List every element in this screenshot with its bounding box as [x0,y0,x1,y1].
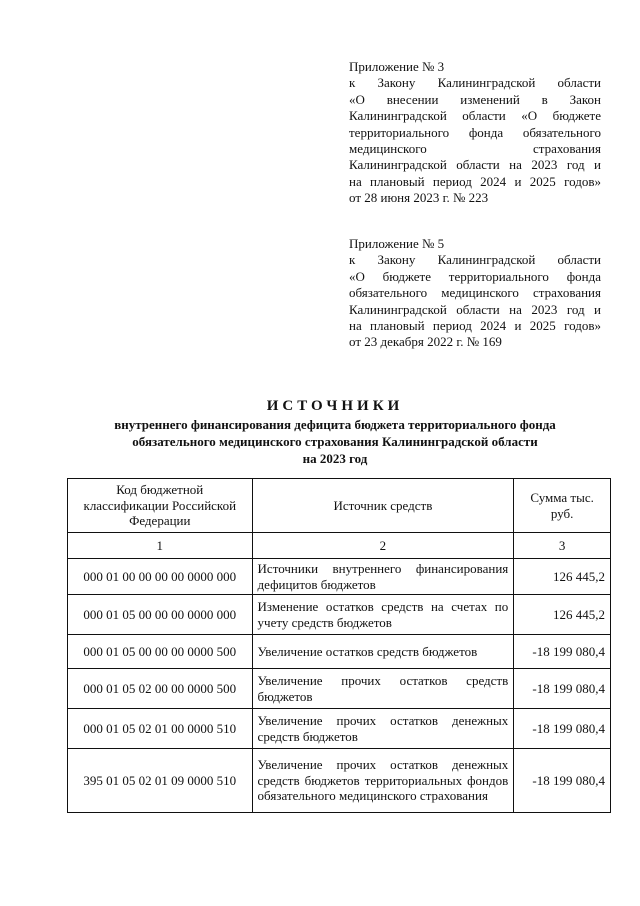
row-source: Увеличение остатков средств бюджетов [252,635,514,669]
appendix-3-line: на плановый период 2024 и 2025 годов» [349,173,601,189]
appendix-5-line: от 23 декабря 2022 г. № 169 [349,334,502,350]
sources-table [67,478,611,813]
appendix-5-line: Калининградской области на 2023 год и [349,301,601,317]
heading-line: внутреннего финансирования дефицита бюджета территориального фонда [114,417,556,432]
row-source: Увеличение прочих остатков денежных средств бюджетов [252,709,514,749]
appendix-5-line: на плановый период 2024 и 2025 годов» [349,318,601,334]
appendix-5-line: обязательного медицинского страхования [349,285,601,301]
column-number: 2 [252,533,514,559]
appendix-3-block [349,59,601,207]
appendix-3-line: Приложение № 3 [349,59,445,74]
column-number: 3 [514,533,611,559]
appendix-3-line: Калининградской области на 2023 год и [349,157,601,173]
appendix-5-line: к Закону Калининградской области [349,252,601,268]
row-source: Источники внутреннего финансирования дефицитов бюджетов [252,559,514,595]
table-row [68,669,611,709]
header-code: Код бюджетной классификации Российской Федерации [68,479,253,533]
row-source: Увеличение прочих остатков средств бюджетов [252,669,514,709]
document-heading [60,396,610,467]
row-code: 395 01 05 02 01 09 0000 510 [68,749,253,813]
row-source: Увеличение прочих остатков денежных средств бюджетов территориальных фондов обязательного медицинского страхования [252,749,514,813]
row-code: 000 01 05 02 00 00 0000 500 [68,669,253,709]
appendix-5-block [349,236,601,351]
row-code: 000 01 00 00 00 00 0000 000 [68,559,253,595]
header-sum: Сумма тыс. руб. [514,479,611,533]
row-source: Изменение остатков средств на счетах по учету средств бюджетов [252,595,514,635]
table-row [68,595,611,635]
row-code: 000 01 05 02 01 00 0000 510 [68,709,253,749]
heading-line: на 2023 год [302,451,368,466]
row-sum: -18 199 080,4 [514,635,611,669]
row-code: 000 01 05 00 00 00 0000 500 [68,635,253,669]
appendix-5-line: «О бюджете территориального фонда [349,268,601,284]
heading-line: обязательного медицинского страхования Калининградской области [132,434,538,449]
heading-title: ИСТОЧНИКИ [266,398,404,414]
appendix-3-line: к Закону Калининградской области [349,75,601,91]
column-number-row [68,533,611,559]
appendix-3-line: от 28 июня 2023 г. № 223 [349,190,489,206]
appendix-3-line: «О внесении изменений в Закон [349,91,601,107]
table-row [68,635,611,669]
row-sum: 126 445,2 [514,559,611,595]
row-sum: 126 445,2 [514,595,611,635]
table-header-row [68,479,611,533]
appendix-3-line: Калининградской области «О бюджете [349,108,601,124]
table-row [68,559,611,595]
column-number: 1 [68,533,253,559]
table-row [68,709,611,749]
row-sum: -18 199 080,4 [514,749,611,813]
header-source: Источник средств [252,479,514,533]
appendix-5-line: Приложение № 5 [349,236,445,251]
row-code: 000 01 05 00 00 00 0000 000 [68,595,253,635]
table-row [68,749,611,813]
row-sum: -18 199 080,4 [514,669,611,709]
row-sum: -18 199 080,4 [514,709,611,749]
appendix-3-line: медицинского страхования [349,141,601,157]
appendix-3-line: территориального фонда обязательного [349,124,601,140]
